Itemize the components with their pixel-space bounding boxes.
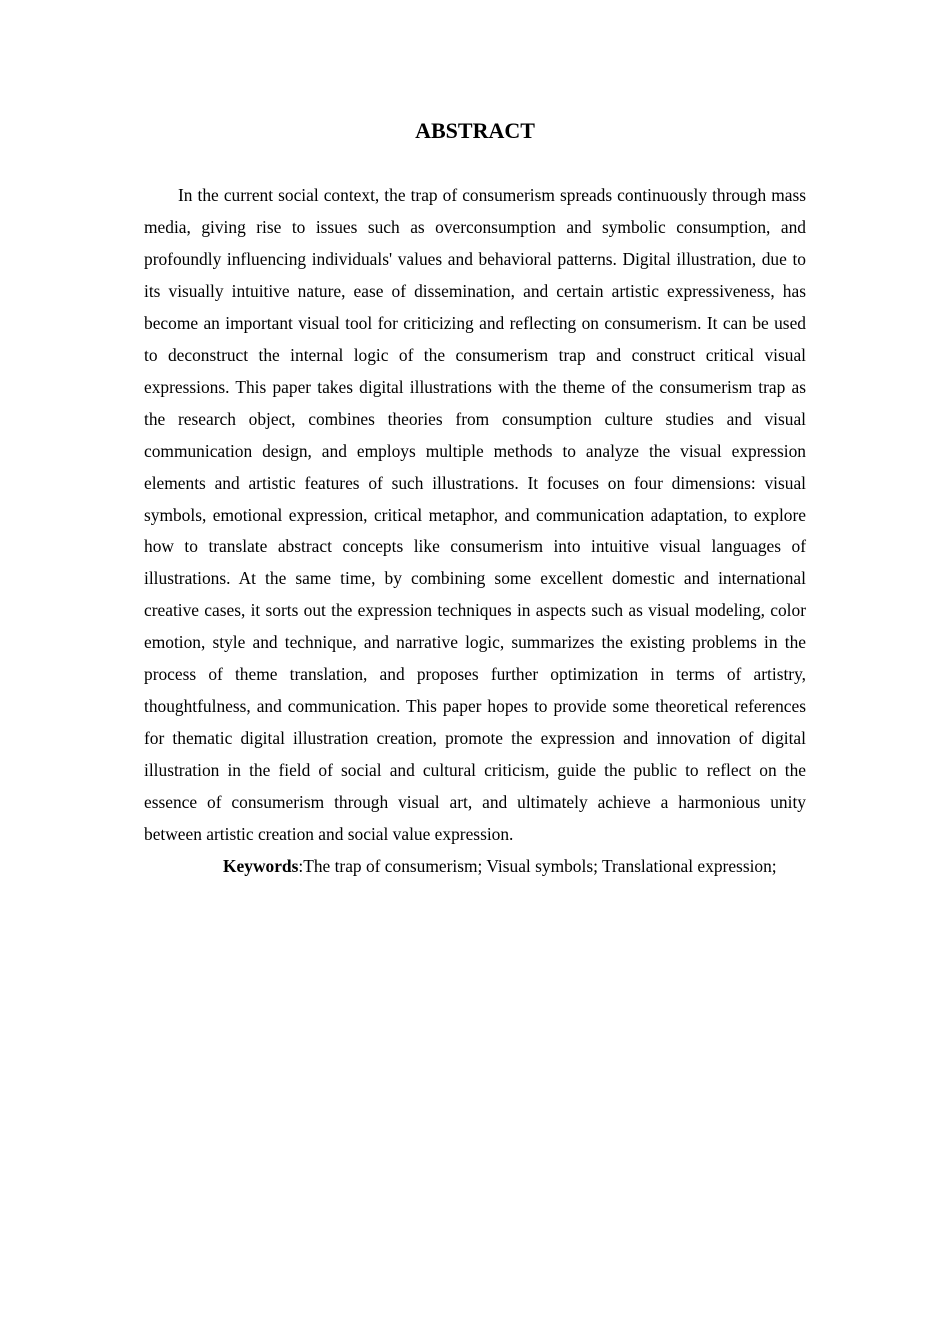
keywords-label: Keywords (223, 856, 299, 877)
abstract-body (144, 180, 806, 883)
abstract-paragraph: In the current social context, the trap of consumerism spreads continuously through mass media, giving rise to issues such as overconsumption and symbolic consumption, and profoundly influencing individuals' values and behavioral patterns. Digital illustration, due to its visually intuitive nature, ease of dissemination, and certain artistic expressiveness, has become an important visual tool for criticizing and reflecting on consumerism. It can be used to deconstruct the internal logic of the consumerism trap and construct critical visual expressions. This paper takes digital illustrations with the theme of the consumerism trap as the research object, combines theories from consumption culture studies and visual communication design, and employs multiple methods to analyze the visual expression elements and artistic features of such illustrations. It focuses on four dimensions: visual symbols, emotional expression, critical metaphor, and communication adaptation, to explore how to translate abstract concepts like consumerism into intuitive visual languages of illustrations. At the same time, by combining some excellent domestic and international creative cases, it sorts out the expression techniques in aspects such as visual modeling, color emotion, style and technique, and narrative logic, summarizes the existing problems in the process of theme translation, and proposes further optimization in terms of artistry, thoughtfulness, and communication. This paper hopes to provide some theoretical references for thematic digital illustration creation, promote the expression and innovation of digital illustration in the field of social and cultural criticism, guide the public to reflect on the essence of consumerism through visual art, and ultimately achieve a harmonious unity between artistic creation and social value expression. (144, 185, 806, 845)
keywords-text: :The trap of consumerism; Visual symbols; Translational expression; (298, 856, 777, 877)
keywords-line (144, 851, 806, 883)
page-title: ABSTRACT (415, 118, 535, 143)
